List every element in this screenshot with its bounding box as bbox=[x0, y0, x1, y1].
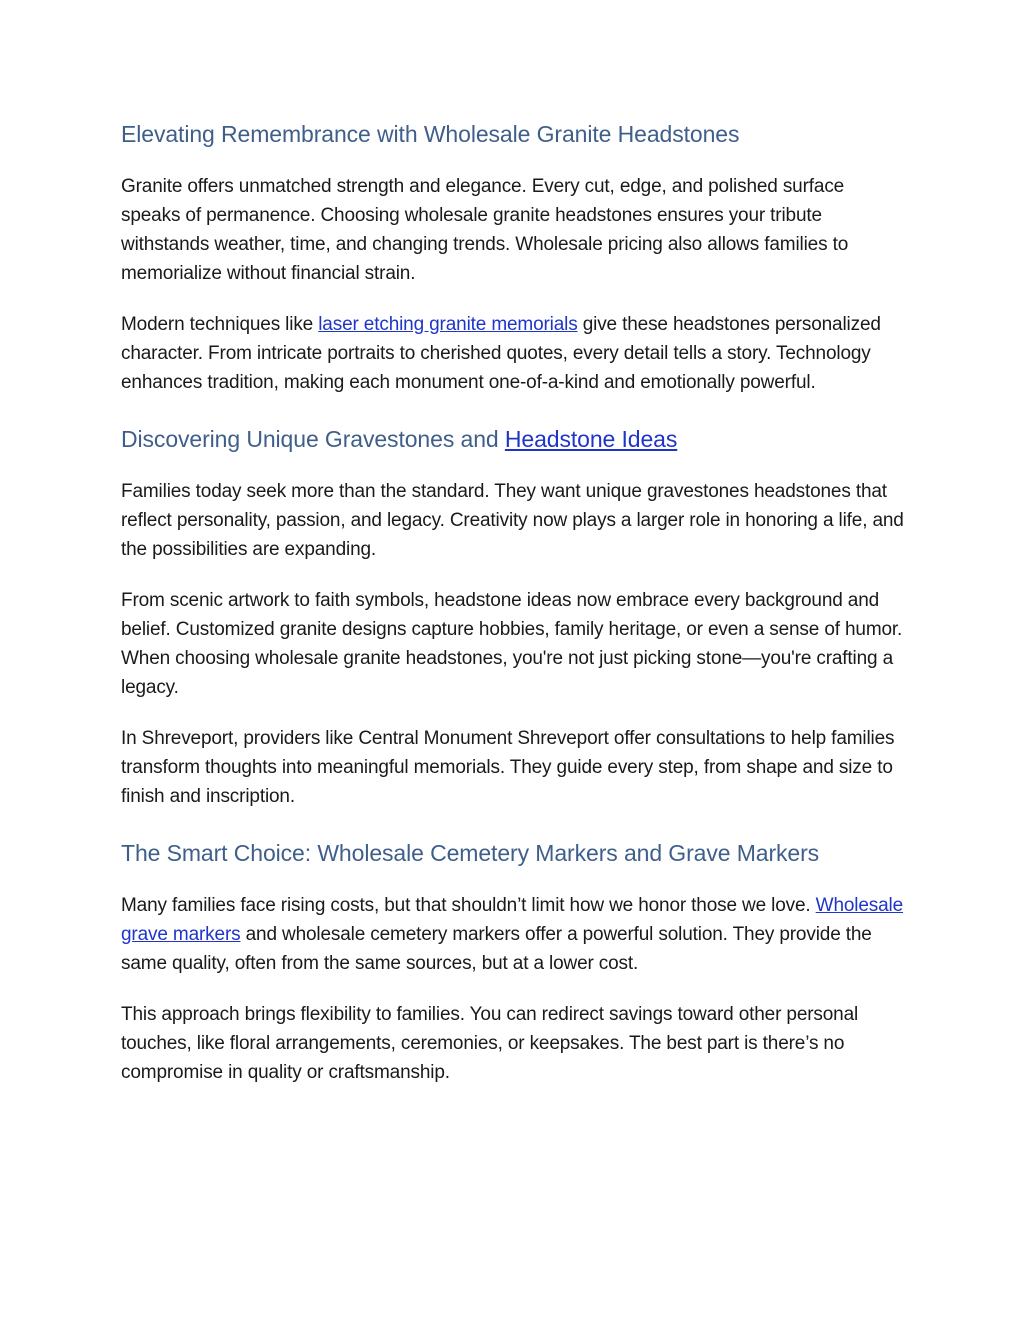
link-wholesale-grave-markers[interactable]: Wholesale grave markers bbox=[121, 895, 904, 945]
link-headstone-ideas[interactable]: Headstone Ideas bbox=[504, 426, 678, 452]
paragraph-modern-techniques bbox=[121, 310, 906, 397]
section-heading-granite-headstones: Elevating Remembrance with Wholesale Granite Headstones bbox=[121, 121, 740, 147]
paragraph-scenic-artwork: From scenic artwork to faith symbols, headstone ideas now embrace every background and belief. Customized granite designs capture hobbies, family heritage, or even a sense of humor. When choosing wholesale granite headstones, you're not just picking stone—you're crafting a legacy. bbox=[121, 590, 903, 698]
paragraph-rising-costs bbox=[121, 891, 906, 978]
heading-text: Discovering Unique Gravestones and bbox=[121, 426, 505, 452]
section-heading-unique-gravestones bbox=[121, 423, 906, 455]
section-heading-smart-choice: The Smart Choice: Wholesale Cemetery Markers and Grave Markers bbox=[121, 840, 820, 866]
paragraph-families-today: Families today seek more than the standard. They want unique gravestones headstones that reflect personality, passion, and legacy. Creativity now plays a larger role in honoring a life, and the possibilities are expanding. bbox=[121, 481, 904, 560]
paragraph-flexibility: This approach brings flexibility to families. You can redirect savings toward other personal touches, like floral arrangements, ceremonies, or keepsakes. The best part is there’s no compromise in quality or craftsmanship. bbox=[121, 1004, 859, 1083]
paragraph-text: and wholesale cemetery markers offer a powerful solution. They provide the same quality, often from the same sources, but at a lower cost. bbox=[121, 924, 872, 974]
paragraph-text: Modern techniques like bbox=[121, 314, 319, 335]
paragraph-text: Many families face rising costs, but that shouldn’t limit how we honor those we love. bbox=[121, 895, 816, 916]
document-body bbox=[121, 118, 906, 1109]
link-laser-etching[interactable]: laser etching granite memorials bbox=[318, 314, 578, 335]
paragraph-granite-strength: Granite offers unmatched strength and elegance. Every cut, edge, and polished surface speaks of permanence. Choosing wholesale granite headstones ensures your tribute withstands weather, time, and changing trends. Wholesale pricing also allows families to memorialize without financial strain. bbox=[121, 176, 849, 284]
paragraph-text: give these headstones personalized character. From intricate portraits to cherished quotes, every detail tells a story. Technology enhances tradition, making each monument one-of-a-kind and emotionally powerful. bbox=[121, 314, 881, 393]
paragraph-shreveport: In Shreveport, providers like Central Monument Shreveport offer consultations to help families transform thoughts into meaningful memorials. They guide every step, from shape and size to finish and inscription. bbox=[121, 728, 895, 807]
